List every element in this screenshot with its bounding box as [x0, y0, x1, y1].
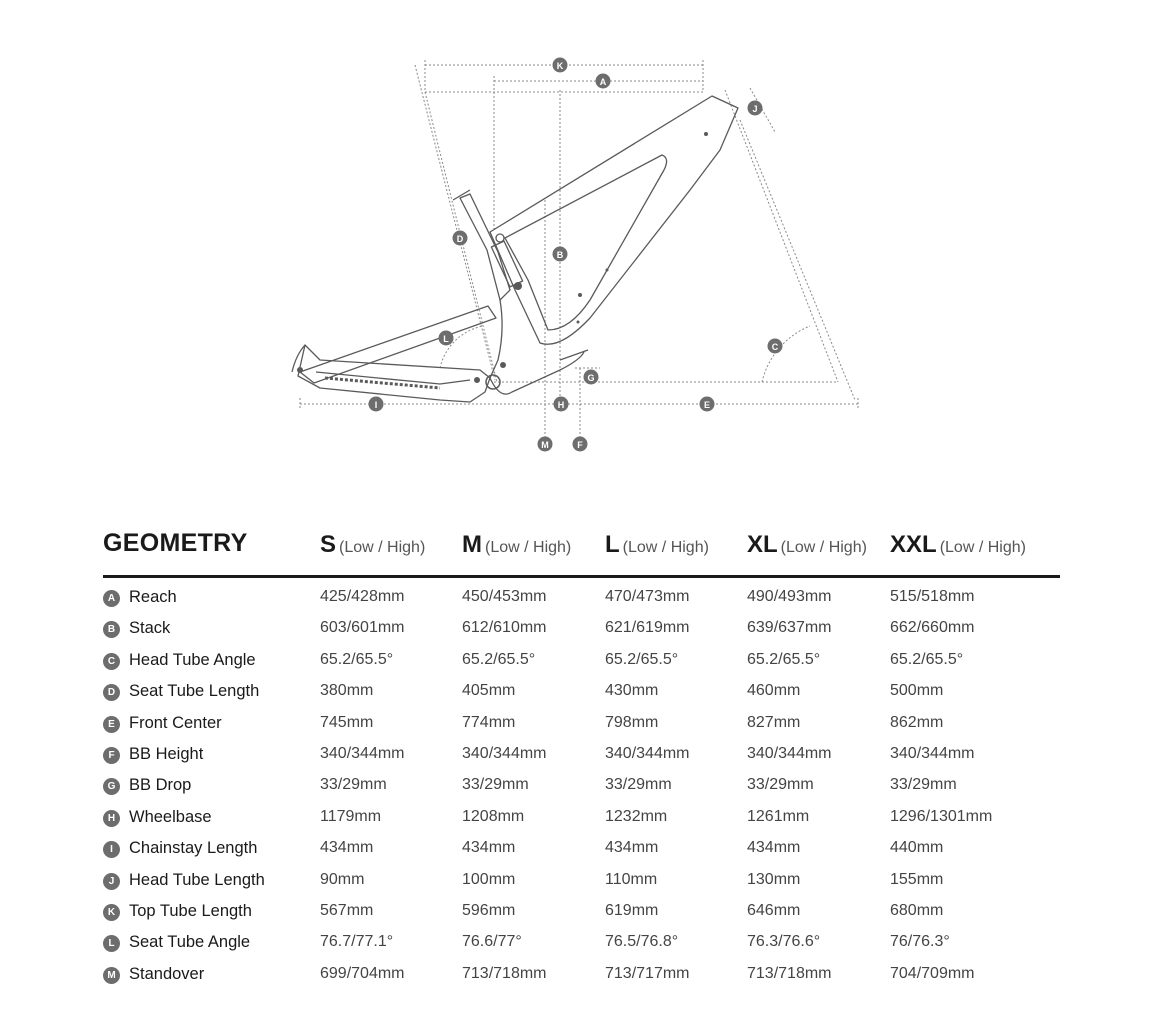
dimension-marker-a: [596, 74, 611, 89]
dimension-marker-e: [700, 397, 715, 412]
table-cell: 699/704mm: [320, 964, 405, 982]
table-cell: 646mm: [747, 901, 801, 919]
table-cell: 100mm: [462, 870, 516, 888]
dimension-marker-j: [748, 101, 763, 116]
table-cell: 713/717mm: [605, 964, 690, 982]
table-cell: 340/344mm: [605, 744, 690, 762]
dimension-marker-k: [553, 58, 568, 73]
table-row: [103, 867, 1060, 898]
svg-text:C: C: [771, 342, 779, 352]
dimension-marker-h: [554, 397, 569, 412]
row-label: Top Tube Length: [129, 901, 252, 920]
row-label: BB Height: [129, 744, 204, 763]
table-row: [103, 584, 1060, 615]
table-cell: 704/709mm: [890, 964, 975, 982]
table-cell: 76/76.3°: [890, 933, 950, 951]
row-label: Front Center: [129, 713, 222, 732]
svg-text:E: E: [703, 400, 711, 410]
table-cell: 1261mm: [747, 807, 810, 825]
table-cell: 515/518mm: [890, 588, 975, 605]
svg-text:J: J: [752, 104, 758, 114]
svg-text:L: L: [443, 334, 449, 344]
table-cell: 440mm: [890, 839, 944, 857]
dimension-marker-g: [584, 370, 599, 385]
table-cell: 33/29mm: [320, 776, 387, 794]
row-key-badge: B: [103, 621, 120, 638]
dimension-marker-c: [768, 339, 783, 354]
table-cell: 76.6/77°: [462, 933, 522, 951]
table-row: [103, 741, 1060, 772]
row-key-badge: H: [103, 810, 120, 827]
table-cell: 90mm: [320, 870, 365, 888]
svg-text:H: H: [557, 400, 565, 410]
table-cell: 340/344mm: [320, 744, 405, 762]
table-row: [103, 804, 1060, 835]
geometry-table: [103, 525, 1060, 992]
table-cell: 827mm: [747, 713, 801, 731]
row-key-badge: D: [103, 684, 120, 701]
table-cell: 596mm: [462, 901, 516, 919]
table-cell: 434mm: [747, 839, 801, 857]
table-cell: 33/29mm: [747, 776, 814, 794]
table-cell: 603/601mm: [320, 619, 405, 637]
table-cell: 340/344mm: [890, 744, 975, 762]
table-cell: 130mm: [747, 870, 801, 888]
table-cell: 798mm: [605, 713, 659, 731]
table-cell: 1296/1301mm: [890, 807, 993, 825]
table-cell: 500mm: [890, 682, 944, 700]
svg-text:G: G: [587, 373, 595, 383]
table-header: [103, 525, 1060, 578]
table-cell: 434mm: [320, 839, 374, 857]
table-cell: 713/718mm: [462, 964, 547, 982]
table-cell: 33/29mm: [890, 776, 957, 794]
table-cell: 745mm: [320, 713, 374, 731]
table-row: [103, 647, 1060, 678]
table-cell: 76.7/77.1°: [320, 933, 394, 951]
svg-text:B: B: [556, 250, 564, 260]
table-cell: 470/473mm: [605, 588, 690, 605]
row-label: Head Tube Length: [129, 870, 265, 889]
row-label: Stack: [129, 619, 171, 638]
dimension-marker-m: [538, 437, 553, 452]
table-cell: 425/428mm: [320, 588, 405, 605]
table-cell: 434mm: [462, 839, 516, 857]
table-cell: 490/493mm: [747, 588, 832, 605]
table-row: [103, 710, 1060, 741]
row-label: Wheelbase: [129, 807, 212, 826]
table-row: [103, 678, 1060, 709]
row-key-badge: C: [103, 653, 120, 670]
svg-text:F: F: [577, 440, 583, 450]
svg-text:K: K: [556, 61, 564, 71]
table-row: [103, 835, 1060, 866]
row-key-badge: F: [103, 747, 120, 764]
row-key-badge: I: [103, 841, 120, 858]
dimension-marker-f: [573, 437, 588, 452]
table-row: [103, 615, 1060, 646]
size-header-xl: XL (Low / High): [747, 531, 867, 558]
row-key-badge: G: [103, 778, 120, 795]
row-label: Seat Tube Length: [129, 682, 260, 701]
dimension-marker-b: [553, 247, 568, 262]
table-cell: 65.2/65.5°: [747, 650, 821, 668]
size-header-s: S (Low / High): [320, 531, 426, 558]
table-cell: 110mm: [605, 870, 658, 888]
table-cell: 621/619mm: [605, 619, 690, 637]
table-cell: 1232mm: [605, 807, 668, 825]
row-key-badge: K: [103, 904, 120, 921]
row-key-badge: M: [103, 967, 120, 984]
table-cell: 65.2/65.5°: [320, 650, 394, 668]
row-label: Head Tube Angle: [129, 650, 256, 669]
table-cell: 612/610mm: [462, 619, 547, 637]
table-cell: 713/718mm: [747, 964, 832, 982]
row-label: Reach: [129, 588, 177, 606]
table-row: [103, 929, 1060, 960]
table-cell: 619mm: [605, 901, 659, 919]
table-cell: 1208mm: [462, 807, 525, 825]
svg-text:A: A: [599, 77, 607, 87]
table-cell: 340/344mm: [462, 744, 547, 762]
table-cell: 155mm: [890, 870, 944, 888]
table-cell: 460mm: [747, 682, 801, 700]
table-cell: 680mm: [890, 901, 944, 919]
size-header-l: L (Low / High): [605, 531, 709, 558]
row-key-badge: A: [103, 590, 120, 607]
size-header-m: M (Low / High): [462, 531, 572, 558]
row-key-badge: E: [103, 716, 120, 733]
table-cell: 862mm: [890, 713, 944, 731]
table-cell: 76.3/76.6°: [747, 933, 821, 951]
table-row: [103, 961, 1060, 992]
table-title: GEOMETRY: [103, 529, 248, 557]
frame-geometry-diagram: [0, 0, 1162, 470]
table-row: [103, 898, 1060, 929]
table-cell: 430mm: [605, 682, 659, 700]
table-cell: 405mm: [462, 682, 516, 700]
table-cell: 639/637mm: [747, 619, 832, 637]
table-cell: 65.2/65.5°: [605, 650, 679, 668]
table-row: [103, 772, 1060, 803]
table-cell: 380mm: [320, 682, 374, 700]
table-cell: 65.2/65.5°: [890, 650, 964, 668]
table-cell: 76.5/76.8°: [605, 933, 679, 951]
svg-text:I: I: [374, 400, 378, 410]
table-cell: 662/660mm: [890, 619, 975, 637]
table-cell: 33/29mm: [605, 776, 672, 794]
table-cell: 1179mm: [320, 807, 382, 825]
table-cell: 434mm: [605, 839, 659, 857]
dimension-marker-i: [369, 397, 384, 412]
table-cell: 340/344mm: [747, 744, 832, 762]
table-cell: 450/453mm: [462, 588, 547, 605]
svg-text:M: M: [541, 440, 549, 450]
table-cell: 33/29mm: [462, 776, 529, 794]
row-label: Chainstay Length: [129, 839, 258, 858]
row-key-badge: J: [103, 873, 120, 890]
dimension-marker-d: [453, 231, 468, 246]
row-label: Standover: [129, 964, 205, 983]
row-label: Seat Tube Angle: [129, 933, 251, 952]
table-body: [103, 578, 1060, 992]
table-cell: 65.2/65.5°: [462, 650, 536, 668]
table-cell: 567mm: [320, 901, 374, 919]
size-header-xxl: XXL (Low / High): [890, 531, 1026, 558]
table-cell: 774mm: [462, 713, 516, 731]
svg-text:D: D: [456, 234, 464, 244]
dimension-marker-l: [439, 331, 454, 346]
row-label: BB Drop: [129, 776, 192, 795]
row-key-badge: L: [103, 935, 120, 952]
